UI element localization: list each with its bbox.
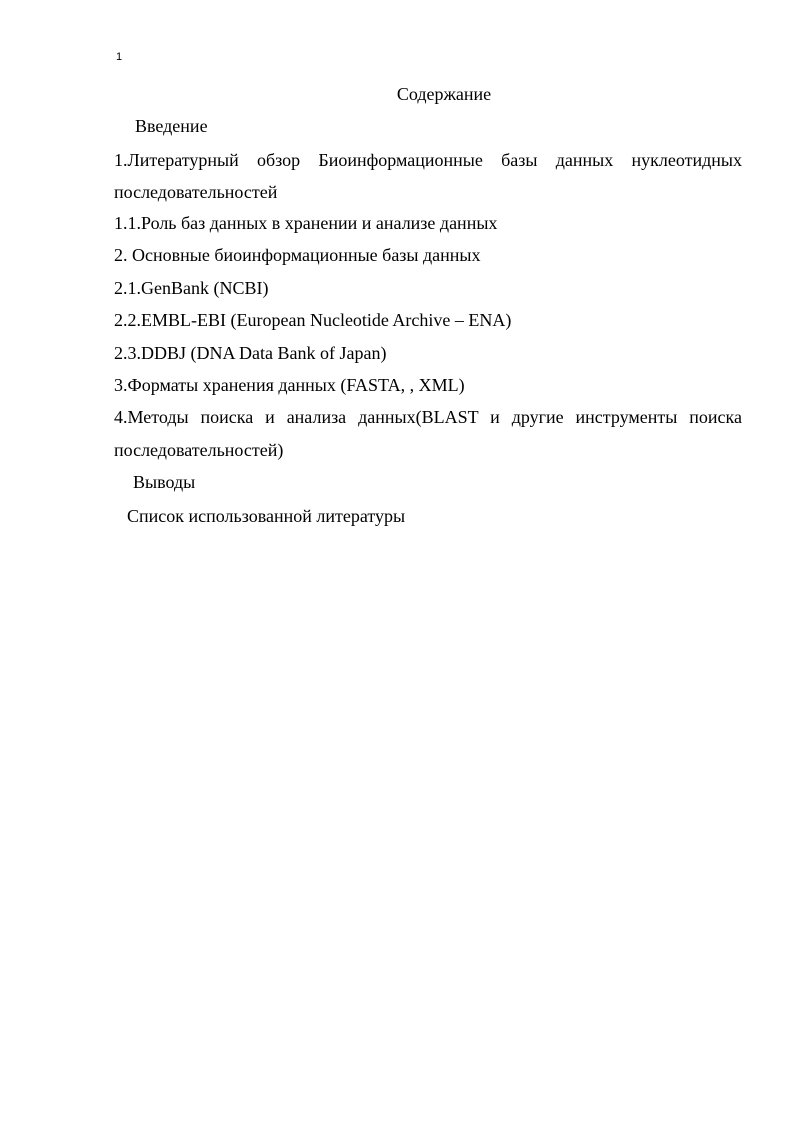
toc-item-2: 2. Основные биоинформационные базы данных xyxy=(114,245,481,265)
toc-item-2-3: 2.3.DDBJ (DNA Data Bank of Japan) xyxy=(114,343,387,363)
toc-item-4-line1: 4.Методы поиска и анализа данных(BLAST и другие инструменты поиска xyxy=(114,407,742,427)
page-title: Содержание xyxy=(396,84,492,104)
toc-item-intro: Введение xyxy=(135,116,208,136)
toc-item-1-1: 1.1.Роль баз данных в хранении и анализе данных xyxy=(114,213,498,233)
toc-item-1-line2: последовательностей xyxy=(114,182,278,202)
toc-item-3: 3.Форматы хранения данных (FASTA, , XML) xyxy=(114,375,465,395)
page-number: 1 xyxy=(116,51,123,63)
toc-item-2-2: 2.2.EMBL-EBI (European Nucleotide Archive – ENA) xyxy=(114,310,512,330)
toc-item-2-1: 2.1.GenBank (NCBI) xyxy=(114,278,269,298)
toc-item-1-line1: 1.Литературный обзор Биоинформационные базы данных нуклеотидных xyxy=(114,150,742,170)
toc-item-conclusions: Выводы xyxy=(133,472,196,492)
toc-item-4-line2: последовательностей) xyxy=(114,440,284,460)
toc-item-references: Список использованной литературы xyxy=(127,506,406,526)
